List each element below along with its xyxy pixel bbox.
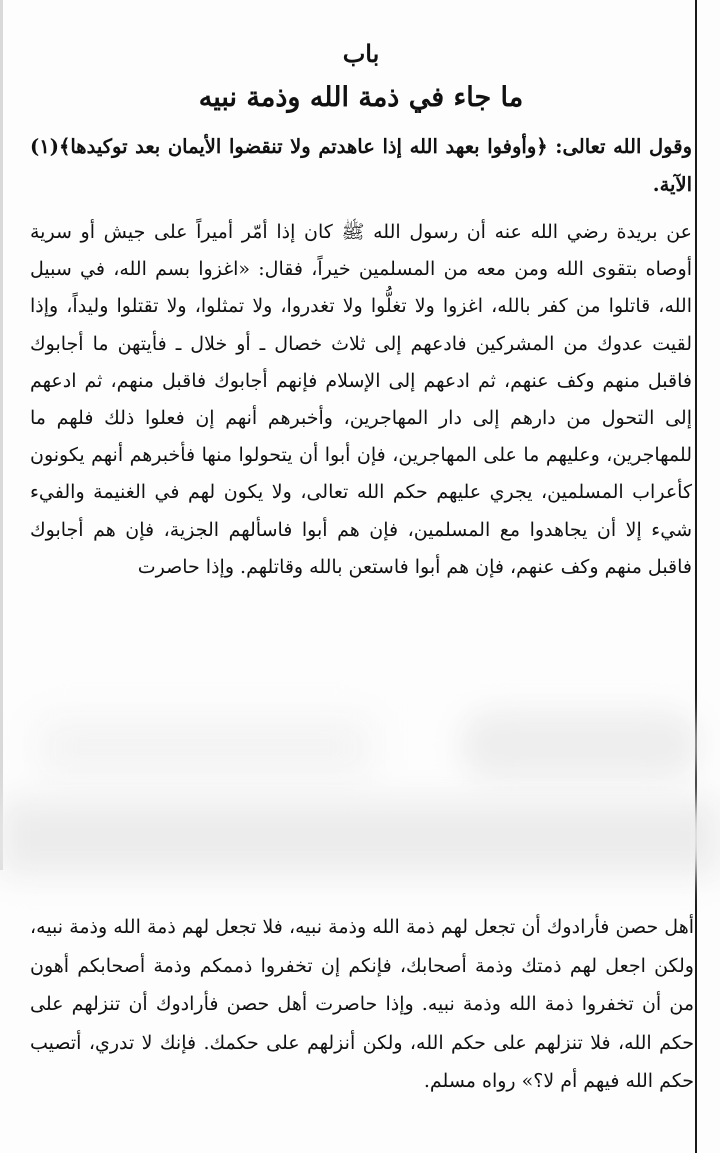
page-edge-line (695, 0, 697, 1153)
blur-patch (460, 710, 700, 780)
chapter-title: ما جاء في ذمة الله وذمة نبيه (198, 82, 524, 113)
quran-verse: وقول الله تعالى: ﴿وأوفوا بعهد الله إذا عاهدتم ولا تنقضوا الأيمان بعد توكيدها﴾(١) الآية. (30, 135, 692, 196)
chapter-heading: باب (342, 39, 380, 68)
blur-patch (40, 720, 370, 775)
blur-band (0, 800, 720, 875)
bottom-text-block (30, 908, 694, 1101)
hadith-text: عن بريدة رضي الله عنه أن رسول الله ﷺ كان إذا أمّر أميراً على جيش أو سرية أوصاه بتقوى الله ومن معه من المسلمين خيراً، فقال: «اغزوا بسم الله، في سبيل الله، قاتلوا من كفر بالله، اغزوا ولا تغلُّوا ولا تغدروا، ولا تمثلوا، ولا تقتلوا وليداً، وإذا لقيت عدوك من المشركين فادعهم إلى ثلاث خصال ـ أو خلال ـ فأيتهن ما أجابوك فاقبل منهم وكف عنهم، ثم ادعهم إلى الإسلام فإنهم أجابوك فاقبل منهم، ثم ادعهم إلى التحول من دارهم إلى دار المهاجرين، وأخبرهم أنهم إن فعلوا ذلك فلهم ما للمهاجرين، وعليهم ما على المهاجرين، فإن أبوا أن يتحولوا منها فأخبرهم أنهم يكونون كأعراب المسلمين، يجري عليهم حكم الله تعالى، ولا يكون لهم في الغنيمة والفيء شيء إلا أن يجاهدوا مع المسلمين، فإن هم أبوا فاسألهم الجزية، فإن هم أجابوك فاقبل منهم وكف عنهم، فإن هم أبوا فاستعن بالله وقاتلهم. وإذا حاصرت (30, 221, 692, 578)
redacted-blurred-area (0, 700, 720, 890)
top-text-block (30, 28, 692, 586)
hadith-continuation: أهل حصن فأرادوك أن تجعل لهم ذمة الله وذمة نبيه، فلا تجعل لهم ذمة الله وذمة نبيه، ولكن اجعل لهم ذمتك وذمة أصحابك، فإنكم إن تخفروا ذممكم وذمة أصحابكم أهون من أن تخفروا ذمة الله وذمة نبيه. وإذا حاصرت أهل حصن فأرادوك أن تنزلهم على حكم الله، فلا تنزلهم على حكم الله، ولكن أنزلهم على حكمك. فإنك لا تدري، أتصيب حكم الله فيهم أم لا؟» رواه مسلم. (30, 916, 694, 1092)
